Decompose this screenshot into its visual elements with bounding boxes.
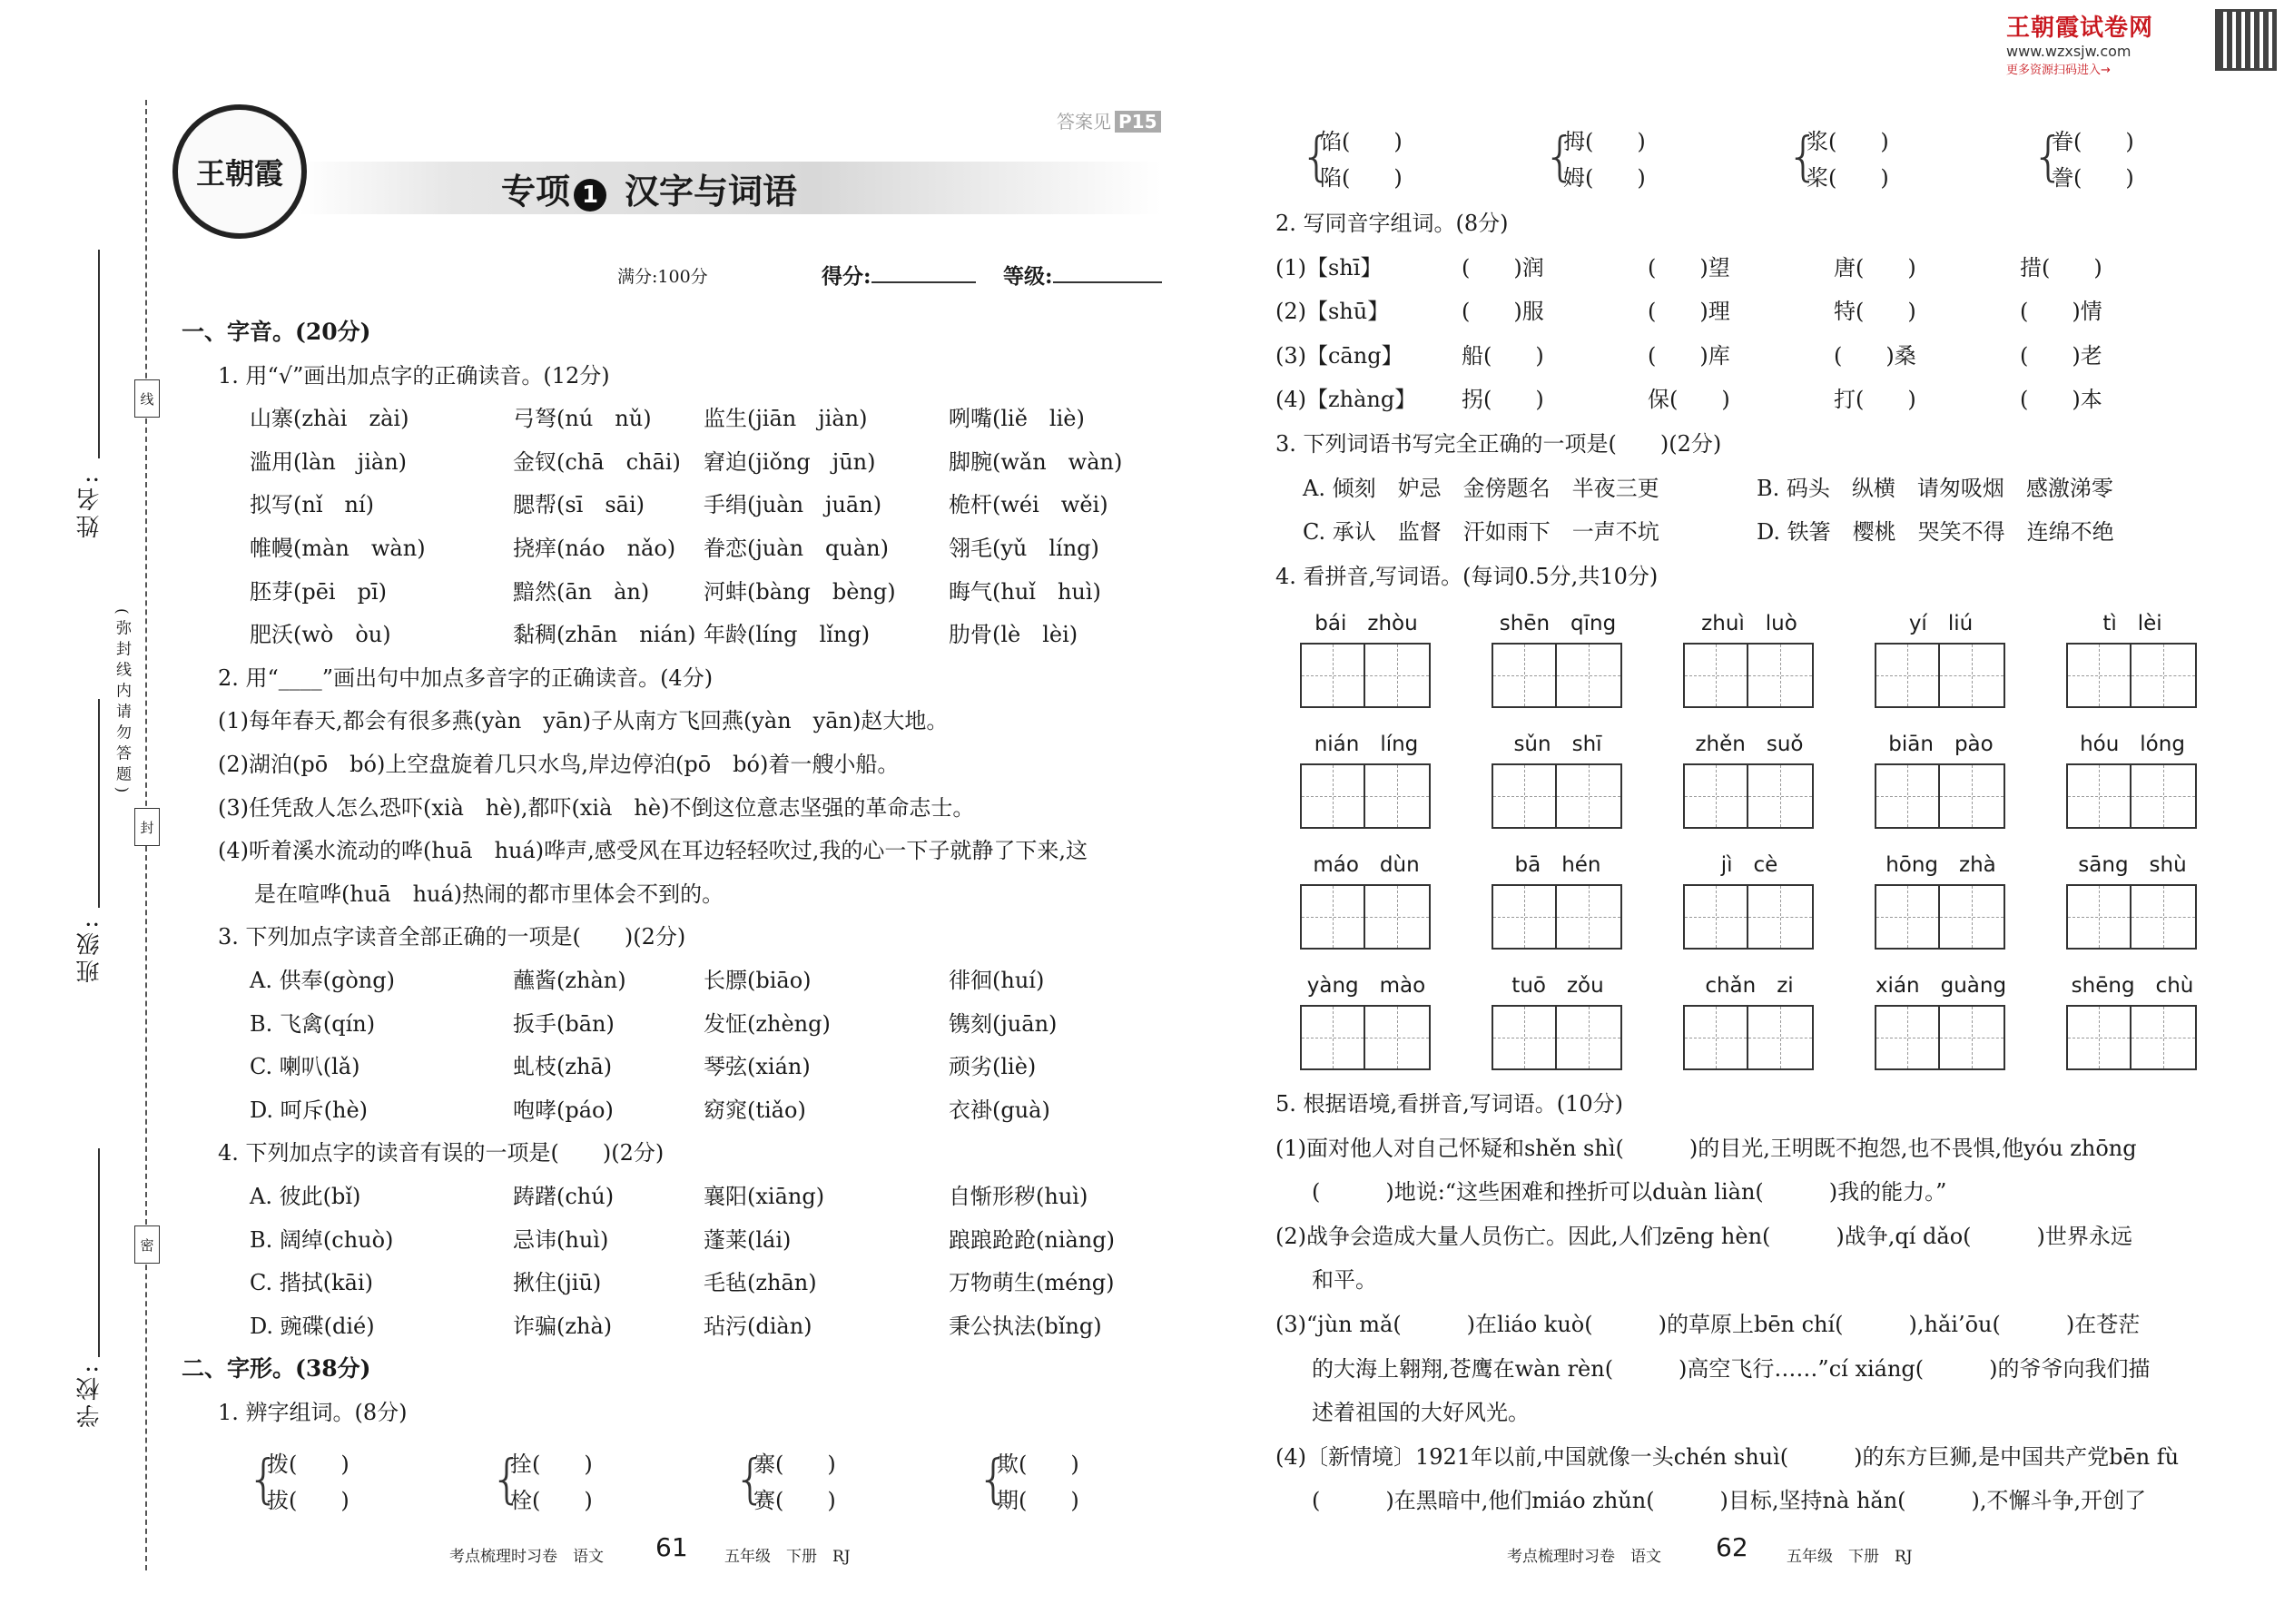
homophone-item: 唐( ) bbox=[1834, 255, 1916, 281]
brand-logo bbox=[2006, 9, 2242, 77]
question-line: ( )在黑暗中,他们miáo zhǔn( )目标,坚持nà hǎn( ),不懈斗争,开创了 bbox=[1312, 1488, 2147, 1513]
bian-item: 陷( ) bbox=[1320, 165, 1403, 191]
question-line: (3)“jùn mǎ( )在liáo kuò( )的草原上bēn chí( ),hǎi’ōu( )在苍茫 bbox=[1275, 1312, 2141, 1337]
pinyin-label: bā hén bbox=[1514, 853, 1601, 877]
writing-box[interactable] bbox=[1683, 643, 1814, 708]
option-item: 琴弦(xián) bbox=[704, 1054, 811, 1079]
writing-box[interactable] bbox=[1300, 884, 1431, 950]
option-item: 长膘(biāo) bbox=[704, 968, 812, 993]
tian-cell[interactable] bbox=[1557, 643, 1622, 708]
writing-box[interactable] bbox=[2066, 763, 2197, 829]
score-grade: 等级: bbox=[1003, 260, 1162, 290]
tian-cell[interactable] bbox=[1683, 643, 1748, 708]
bian-item: 馅( ) bbox=[1320, 129, 1403, 154]
brace-icon: { bbox=[1543, 125, 1577, 187]
tian-cell[interactable] bbox=[1365, 643, 1431, 708]
homophone-item: (3)【cāng】 bbox=[1275, 343, 1403, 369]
option-item: 拟写(nǐ ní) bbox=[250, 492, 374, 517]
tian-cell[interactable] bbox=[2132, 1005, 2197, 1070]
logo-text: 王朝霞 bbox=[195, 156, 283, 191]
score-full: 满分:100分 bbox=[617, 267, 708, 287]
bian-item: 期( ) bbox=[997, 1488, 1079, 1513]
homophone-item: ( )本 bbox=[2020, 387, 2102, 412]
tian-cell[interactable] bbox=[1300, 643, 1365, 708]
logo-badge bbox=[172, 104, 307, 239]
writing-box[interactable] bbox=[1875, 763, 2005, 829]
pinyin-label: chǎn zi bbox=[1705, 974, 1794, 998]
homophone-item: 措( ) bbox=[2020, 255, 2102, 281]
tian-cell[interactable] bbox=[1557, 763, 1622, 829]
pinyin-label: zhuì luò bbox=[1701, 612, 1797, 635]
pinyin-label: nián líng bbox=[1314, 733, 1419, 756]
option-item: 扳手(bān) bbox=[513, 1011, 615, 1037]
option-item: B. 阔绰(chuò) bbox=[250, 1227, 394, 1253]
brace-icon: { bbox=[2032, 125, 2065, 187]
homophone-item: ( )服 bbox=[1462, 299, 1544, 324]
brace-icon: { bbox=[490, 1448, 524, 1510]
pinyin-label: shēn qīng bbox=[1499, 612, 1617, 635]
tian-cell[interactable] bbox=[1940, 1005, 2005, 1070]
question-line: 5. 根据语境,看拼音,写词语。(10分) bbox=[1275, 1091, 1624, 1117]
option-item: 玷污(diàn) bbox=[704, 1314, 812, 1339]
brace-icon: { bbox=[1300, 125, 1334, 187]
option-item: 腮帮(sī sāi) bbox=[513, 492, 645, 517]
brace-icon: { bbox=[1787, 125, 1820, 187]
tian-cell[interactable] bbox=[1492, 763, 1557, 829]
section-heading: 一、字音。(20分) bbox=[182, 319, 371, 345]
pinyin-label: jì cè bbox=[1720, 853, 1778, 877]
footer-right-b: 五年级 下册 RJ bbox=[1787, 1548, 1913, 1566]
option-item: 帷幔(màn wàn) bbox=[250, 536, 426, 561]
score-got: 得分: bbox=[822, 260, 976, 290]
question-line: 的大海上翱翔,苍鹰在wàn rèn( )高空飞行……”cí xiáng( )的爷爷向我们描 bbox=[1312, 1356, 2151, 1382]
option-item: A. 供奉(gòng) bbox=[250, 968, 395, 993]
option-item: 秉公执法(bǐng) bbox=[949, 1314, 1102, 1339]
writing-box[interactable] bbox=[1492, 763, 1622, 829]
question-line: 是在喧哗(huā huá)热闹的都市里体会不到的。 bbox=[254, 881, 724, 907]
bian-item: 誊( ) bbox=[2052, 165, 2134, 191]
pinyin-label: yí liú bbox=[1908, 612, 1974, 635]
option-item: 挠痒(náo nǎo) bbox=[513, 536, 676, 561]
pinyin-label: máo dùn bbox=[1313, 853, 1420, 877]
homophone-item: (1)【shī】 bbox=[1275, 255, 1383, 281]
tian-cell[interactable] bbox=[2066, 643, 2132, 708]
brand-url: www.wzxsjw.com bbox=[2006, 43, 2132, 60]
bian-item: 拇( ) bbox=[1563, 129, 1646, 154]
question-line: 3. 下列加点字读音全部正确的一项是( )(2分) bbox=[218, 924, 686, 950]
homophone-item: 拐( ) bbox=[1462, 387, 1544, 412]
title-text: 汉字与词语 bbox=[625, 171, 798, 212]
footer-left-a: 考点梳理时习卷 语文 bbox=[449, 1548, 604, 1566]
writing-box[interactable] bbox=[2066, 643, 2197, 708]
option-item: B. 飞禽(qín) bbox=[250, 1011, 376, 1037]
option-item: 桅杆(wéi wěi) bbox=[949, 492, 1108, 517]
pinyin-label: bái zhòu bbox=[1314, 612, 1418, 635]
writing-box[interactable] bbox=[2066, 884, 2197, 950]
writing-box[interactable] bbox=[1875, 643, 2005, 708]
tian-cell[interactable] bbox=[1300, 1005, 1365, 1070]
brand-hint: 更多资源扫码进入→ bbox=[2006, 64, 2111, 77]
homophone-item: 船( ) bbox=[1462, 343, 1544, 369]
option-item: 揪住(jiū) bbox=[513, 1270, 602, 1295]
tian-cell[interactable] bbox=[1875, 763, 1940, 829]
question-line: (1)面对他人对自己怀疑和shěn shì( )的目光,王明既不抱怨,也不畏惧,他yóu zhōng bbox=[1275, 1136, 2137, 1161]
homophone-item: ( )桑 bbox=[1834, 343, 1916, 369]
question-line: 和平。 bbox=[1312, 1267, 1377, 1293]
bian-item: 赛( ) bbox=[753, 1488, 836, 1513]
pinyin-label: sǔn shī bbox=[1513, 733, 1602, 756]
brace-icon: { bbox=[977, 1448, 1010, 1510]
option-item: 胚芽(pēi pī) bbox=[250, 579, 388, 605]
tian-cell[interactable] bbox=[1300, 763, 1365, 829]
writing-box[interactable] bbox=[1683, 763, 1814, 829]
option-item: 河蚌(bàng bèng) bbox=[704, 579, 896, 605]
title-number-badge: 1 bbox=[574, 179, 606, 212]
option-item: 金钗(chā chāi) bbox=[513, 449, 681, 475]
question-line: (1)每年春天,都会有很多燕(yàn yān)子从南方飞回燕(yàn yān)赵大地。 bbox=[218, 708, 949, 733]
option-item: 黯然(ān àn) bbox=[513, 579, 650, 605]
tian-cell[interactable] bbox=[1365, 884, 1431, 950]
question-line: 4. 下列加点字的读音有误的一项是( )(2分) bbox=[218, 1140, 665, 1166]
qr-code-icon bbox=[2215, 9, 2277, 71]
writing-box[interactable] bbox=[1683, 1005, 1814, 1070]
question-line: 1. 用“√”画出加点字的正确读音。(12分) bbox=[218, 363, 610, 389]
pinyin-label: tuō zǒu bbox=[1511, 974, 1604, 998]
tian-cell[interactable] bbox=[1748, 643, 1814, 708]
brace-icon: { bbox=[733, 1448, 767, 1510]
bian-item: 拨( ) bbox=[267, 1452, 350, 1477]
writing-box[interactable] bbox=[1875, 1005, 2005, 1070]
option-item: D. 豌碟(dié) bbox=[250, 1314, 375, 1339]
option-item: 徘徊(huí) bbox=[949, 968, 1045, 993]
option-item: 肥沃(wò òu) bbox=[250, 622, 391, 647]
tian-cell[interactable] bbox=[1365, 763, 1431, 829]
question-line: ( )地说:“这些困难和挫折可以duàn liàn( )我的能力。” bbox=[1312, 1179, 1947, 1205]
bian-item: 桨( ) bbox=[1807, 165, 1889, 191]
footer-right-page: 62 bbox=[1716, 1532, 1748, 1562]
question-line: 2. 用“____”画出句中加点多音字的正确读音。(4分) bbox=[218, 665, 714, 691]
homophone-item: ( )情 bbox=[2020, 299, 2102, 324]
margin-name-line bbox=[98, 250, 100, 458]
option-item: 衣褂(guà) bbox=[949, 1097, 1050, 1123]
homophone-item: ( )老 bbox=[2020, 343, 2102, 369]
option-item: 踌躇(chú) bbox=[513, 1184, 615, 1209]
tian-cell[interactable] bbox=[1875, 1005, 1940, 1070]
option-item: 窈窕(tiǎo) bbox=[704, 1097, 806, 1123]
title-prefix: 专项 bbox=[501, 171, 571, 212]
tian-cell[interactable] bbox=[2132, 884, 2197, 950]
option-item: 镌刻(juān) bbox=[949, 1011, 1058, 1037]
tian-cell[interactable] bbox=[1492, 884, 1557, 950]
tian-cell[interactable] bbox=[1683, 1005, 1748, 1070]
tian-cell[interactable] bbox=[1748, 763, 1814, 829]
pinyin-label: tì lèi bbox=[2102, 612, 2162, 635]
section-heading: 二、字形。(38分) bbox=[182, 1355, 371, 1382]
question-line: 2. 写同音字组词。(8分) bbox=[1275, 211, 1509, 236]
bian-item: 浆( ) bbox=[1807, 129, 1889, 154]
question-line: 1. 辨字组词。(8分) bbox=[218, 1400, 408, 1425]
option-item: 忌讳(huì) bbox=[513, 1227, 609, 1253]
homophone-item: 打( ) bbox=[1834, 387, 1916, 412]
tian-cell[interactable] bbox=[2066, 884, 2132, 950]
option-item: D. 呵斥(hè) bbox=[250, 1097, 369, 1123]
binding-notice: (弥封线内请勿答题) bbox=[113, 608, 131, 799]
option-item: 手绢(juàn juān) bbox=[704, 492, 882, 517]
question-line: 4. 看拼音,写词语。(每词0.5分,共10分) bbox=[1275, 564, 1659, 589]
option-item: 咆哮(páo) bbox=[513, 1097, 614, 1123]
pinyin-label: sāng shù bbox=[2078, 853, 2187, 877]
option-item: 自惭形秽(huì) bbox=[949, 1184, 1088, 1209]
option-item: 窘迫(jiǒng jūn) bbox=[704, 449, 876, 475]
option-item: 肋骨(lè lèi) bbox=[949, 622, 1078, 647]
option-item: 虬枝(zhā) bbox=[513, 1054, 613, 1079]
bian-item: 拴( ) bbox=[510, 1452, 593, 1477]
binding-tag-mi: 密 bbox=[134, 1225, 160, 1264]
option-item: 诈骗(zhà) bbox=[513, 1314, 613, 1339]
title bbox=[501, 163, 797, 213]
option-item: C. 喇叭(lǎ) bbox=[250, 1054, 360, 1079]
tian-cell[interactable] bbox=[1492, 643, 1557, 708]
option-item: 滥用(làn jiàn) bbox=[250, 449, 408, 475]
writing-box[interactable] bbox=[1300, 763, 1431, 829]
pinyin-label: biān pào bbox=[1888, 733, 1994, 756]
binding-tag-xian: 线 bbox=[134, 379, 160, 418]
writing-box[interactable] bbox=[1300, 1005, 1431, 1070]
binding-tag-feng: 封 bbox=[134, 808, 160, 846]
question-line: 3. 下列词语书写完全正确的一项是( )(2分) bbox=[1275, 431, 1722, 457]
option-item: 毛毡(zhān) bbox=[704, 1270, 817, 1295]
tian-cell[interactable] bbox=[1940, 884, 2005, 950]
bian-item: 寨( ) bbox=[753, 1452, 836, 1477]
footer-left-b: 五年级 下册 RJ bbox=[724, 1548, 851, 1566]
tian-cell[interactable] bbox=[2132, 643, 2197, 708]
tian-cell[interactable] bbox=[1683, 763, 1748, 829]
tian-cell[interactable] bbox=[1300, 884, 1365, 950]
option-item: 弓弩(nú nǔ) bbox=[513, 406, 652, 431]
bian-item: 欺( ) bbox=[997, 1452, 1079, 1477]
writing-box[interactable] bbox=[1492, 1005, 1622, 1070]
option-item: 襄阳(xiāng) bbox=[704, 1184, 825, 1209]
answer-ref: 答案见 P15 bbox=[1057, 107, 1161, 133]
option-item: 晦气(huǐ huì) bbox=[949, 579, 1101, 605]
bian-item: 眷( ) bbox=[2052, 129, 2134, 154]
question-line: (4)听着溪水流动的哗(huā huá)哗声,感受风在耳边轻轻吹过,我的心一下子就静了下来,这 bbox=[218, 838, 1088, 863]
tian-cell[interactable] bbox=[1875, 884, 1940, 950]
tian-cell[interactable] bbox=[1683, 884, 1748, 950]
option-item: A. 彼此(bǐ) bbox=[250, 1184, 361, 1209]
option-item: 踉踉跄跄(niàng) bbox=[949, 1227, 1115, 1253]
pinyin-label: xián guàng bbox=[1875, 974, 2007, 998]
footer-right-a: 考点梳理时习卷 语文 bbox=[1507, 1548, 1661, 1566]
option-item: 监生(jiān jiàn) bbox=[704, 406, 868, 431]
option-item: C. 揩拭(kāi) bbox=[250, 1270, 374, 1295]
homophone-item: (2)【shū】 bbox=[1275, 299, 1390, 324]
option-item: 脚腕(wǎn wàn) bbox=[949, 449, 1123, 475]
homophone-item: ( )望 bbox=[1648, 255, 1730, 281]
writing-box[interactable] bbox=[1683, 884, 1814, 950]
bian-item: 拔( ) bbox=[267, 1488, 350, 1513]
homophone-item: ( )理 bbox=[1648, 299, 1730, 324]
option-item: 顽劣(liè) bbox=[949, 1054, 1037, 1079]
homophone-item: (4)【zhàng】 bbox=[1275, 387, 1417, 412]
question-line: 述着祖国的大好风光。 bbox=[1312, 1400, 1530, 1425]
tian-cell[interactable] bbox=[2066, 763, 2132, 829]
option-item: 咧嘴(liě liè) bbox=[949, 406, 1085, 431]
option-item: 蘸酱(zhàn) bbox=[513, 968, 626, 993]
tian-cell[interactable] bbox=[1748, 1005, 1814, 1070]
brand-name: 王朝霞试卷网 bbox=[2006, 15, 2154, 42]
option-item: 翎毛(yǔ líng) bbox=[949, 536, 1099, 561]
question-line: (3)任凭敌人怎么恐吓(xià hè),都吓(xià hè)不倒这位意志坚强的革命志士。 bbox=[218, 795, 975, 821]
pinyin-label: yàng mào bbox=[1306, 974, 1426, 998]
tian-cell[interactable] bbox=[1365, 1005, 1431, 1070]
brace-icon: { bbox=[247, 1448, 281, 1510]
option-item: 万物萌生(méng) bbox=[949, 1270, 1115, 1295]
writing-box[interactable] bbox=[1875, 884, 2005, 950]
homophone-item: ( )库 bbox=[1648, 343, 1730, 369]
tian-cell[interactable] bbox=[2132, 763, 2197, 829]
tian-cell[interactable] bbox=[1557, 884, 1622, 950]
footer-left-page: 61 bbox=[655, 1532, 688, 1562]
option-item: 山寨(zhài zài) bbox=[250, 406, 409, 431]
question-line: (4)〔新情境〕1921年以前,中国就像一头chén shuì( )的东方巨狮,是中国共产党bēn fù bbox=[1275, 1444, 2180, 1470]
margin-school-label: 学校: bbox=[76, 1362, 103, 1428]
choice-option: D. 铁箸 樱桃 哭笑不得 连绵不绝 bbox=[1757, 519, 2114, 545]
pinyin-label: shēng chù bbox=[2071, 974, 2194, 998]
tian-cell[interactable] bbox=[2066, 1005, 2132, 1070]
tian-cell[interactable] bbox=[1557, 1005, 1622, 1070]
margin-class-label: 班级: bbox=[76, 917, 103, 983]
choice-option: B. 码头 纵横 请匆吸烟 感激涕零 bbox=[1757, 476, 2113, 501]
option-item: 蓬莱(lái) bbox=[704, 1227, 792, 1253]
pinyin-label: hóu lóng bbox=[2080, 733, 2185, 756]
writing-box[interactable] bbox=[1300, 643, 1431, 708]
homophone-item: 保( ) bbox=[1648, 387, 1730, 412]
choice-option: A. 倾刻 妒忌 金傍题名 半夜三更 bbox=[1303, 476, 1659, 501]
margin-school-line bbox=[98, 1148, 100, 1357]
writing-box[interactable] bbox=[2066, 1005, 2197, 1070]
tian-cell[interactable] bbox=[1748, 884, 1814, 950]
margin-class-line bbox=[98, 699, 100, 908]
tian-cell[interactable] bbox=[1940, 763, 2005, 829]
option-item: 黏稠(zhān nián) bbox=[513, 622, 696, 647]
writing-box[interactable] bbox=[1492, 643, 1622, 708]
pinyin-label: zhěn suǒ bbox=[1695, 733, 1804, 756]
tian-cell[interactable] bbox=[1940, 643, 2005, 708]
tian-cell[interactable] bbox=[1492, 1005, 1557, 1070]
bian-item: 姆( ) bbox=[1563, 165, 1646, 191]
option-item: 年龄(líng lǐng) bbox=[704, 622, 871, 647]
margin-name-label: 姓名: bbox=[76, 472, 103, 538]
tian-cell[interactable] bbox=[1875, 643, 1940, 708]
writing-box[interactable] bbox=[1492, 884, 1622, 950]
question-line: (2)湖泊(pō bó)上空盘旋着几只水鸟,岸边停泊(pō bó)着一艘小船。 bbox=[218, 752, 900, 777]
choice-option: C. 承认 监督 汗如雨下 一声不坑 bbox=[1303, 519, 1659, 545]
question-line: (2)战争会造成大量人员伤亡。因此,人们zēng hèn( )战争,qí dǎo( )世界永远 bbox=[1275, 1224, 2132, 1249]
bian-item: 栓( ) bbox=[510, 1488, 593, 1513]
pinyin-label: hōng zhà bbox=[1885, 853, 1996, 877]
option-item: 发怔(zhèng) bbox=[704, 1011, 831, 1037]
homophone-item: ( )润 bbox=[1462, 255, 1544, 281]
homophone-item: 特( ) bbox=[1834, 299, 1916, 324]
option-item: 眷恋(juàn quàn) bbox=[704, 536, 889, 561]
